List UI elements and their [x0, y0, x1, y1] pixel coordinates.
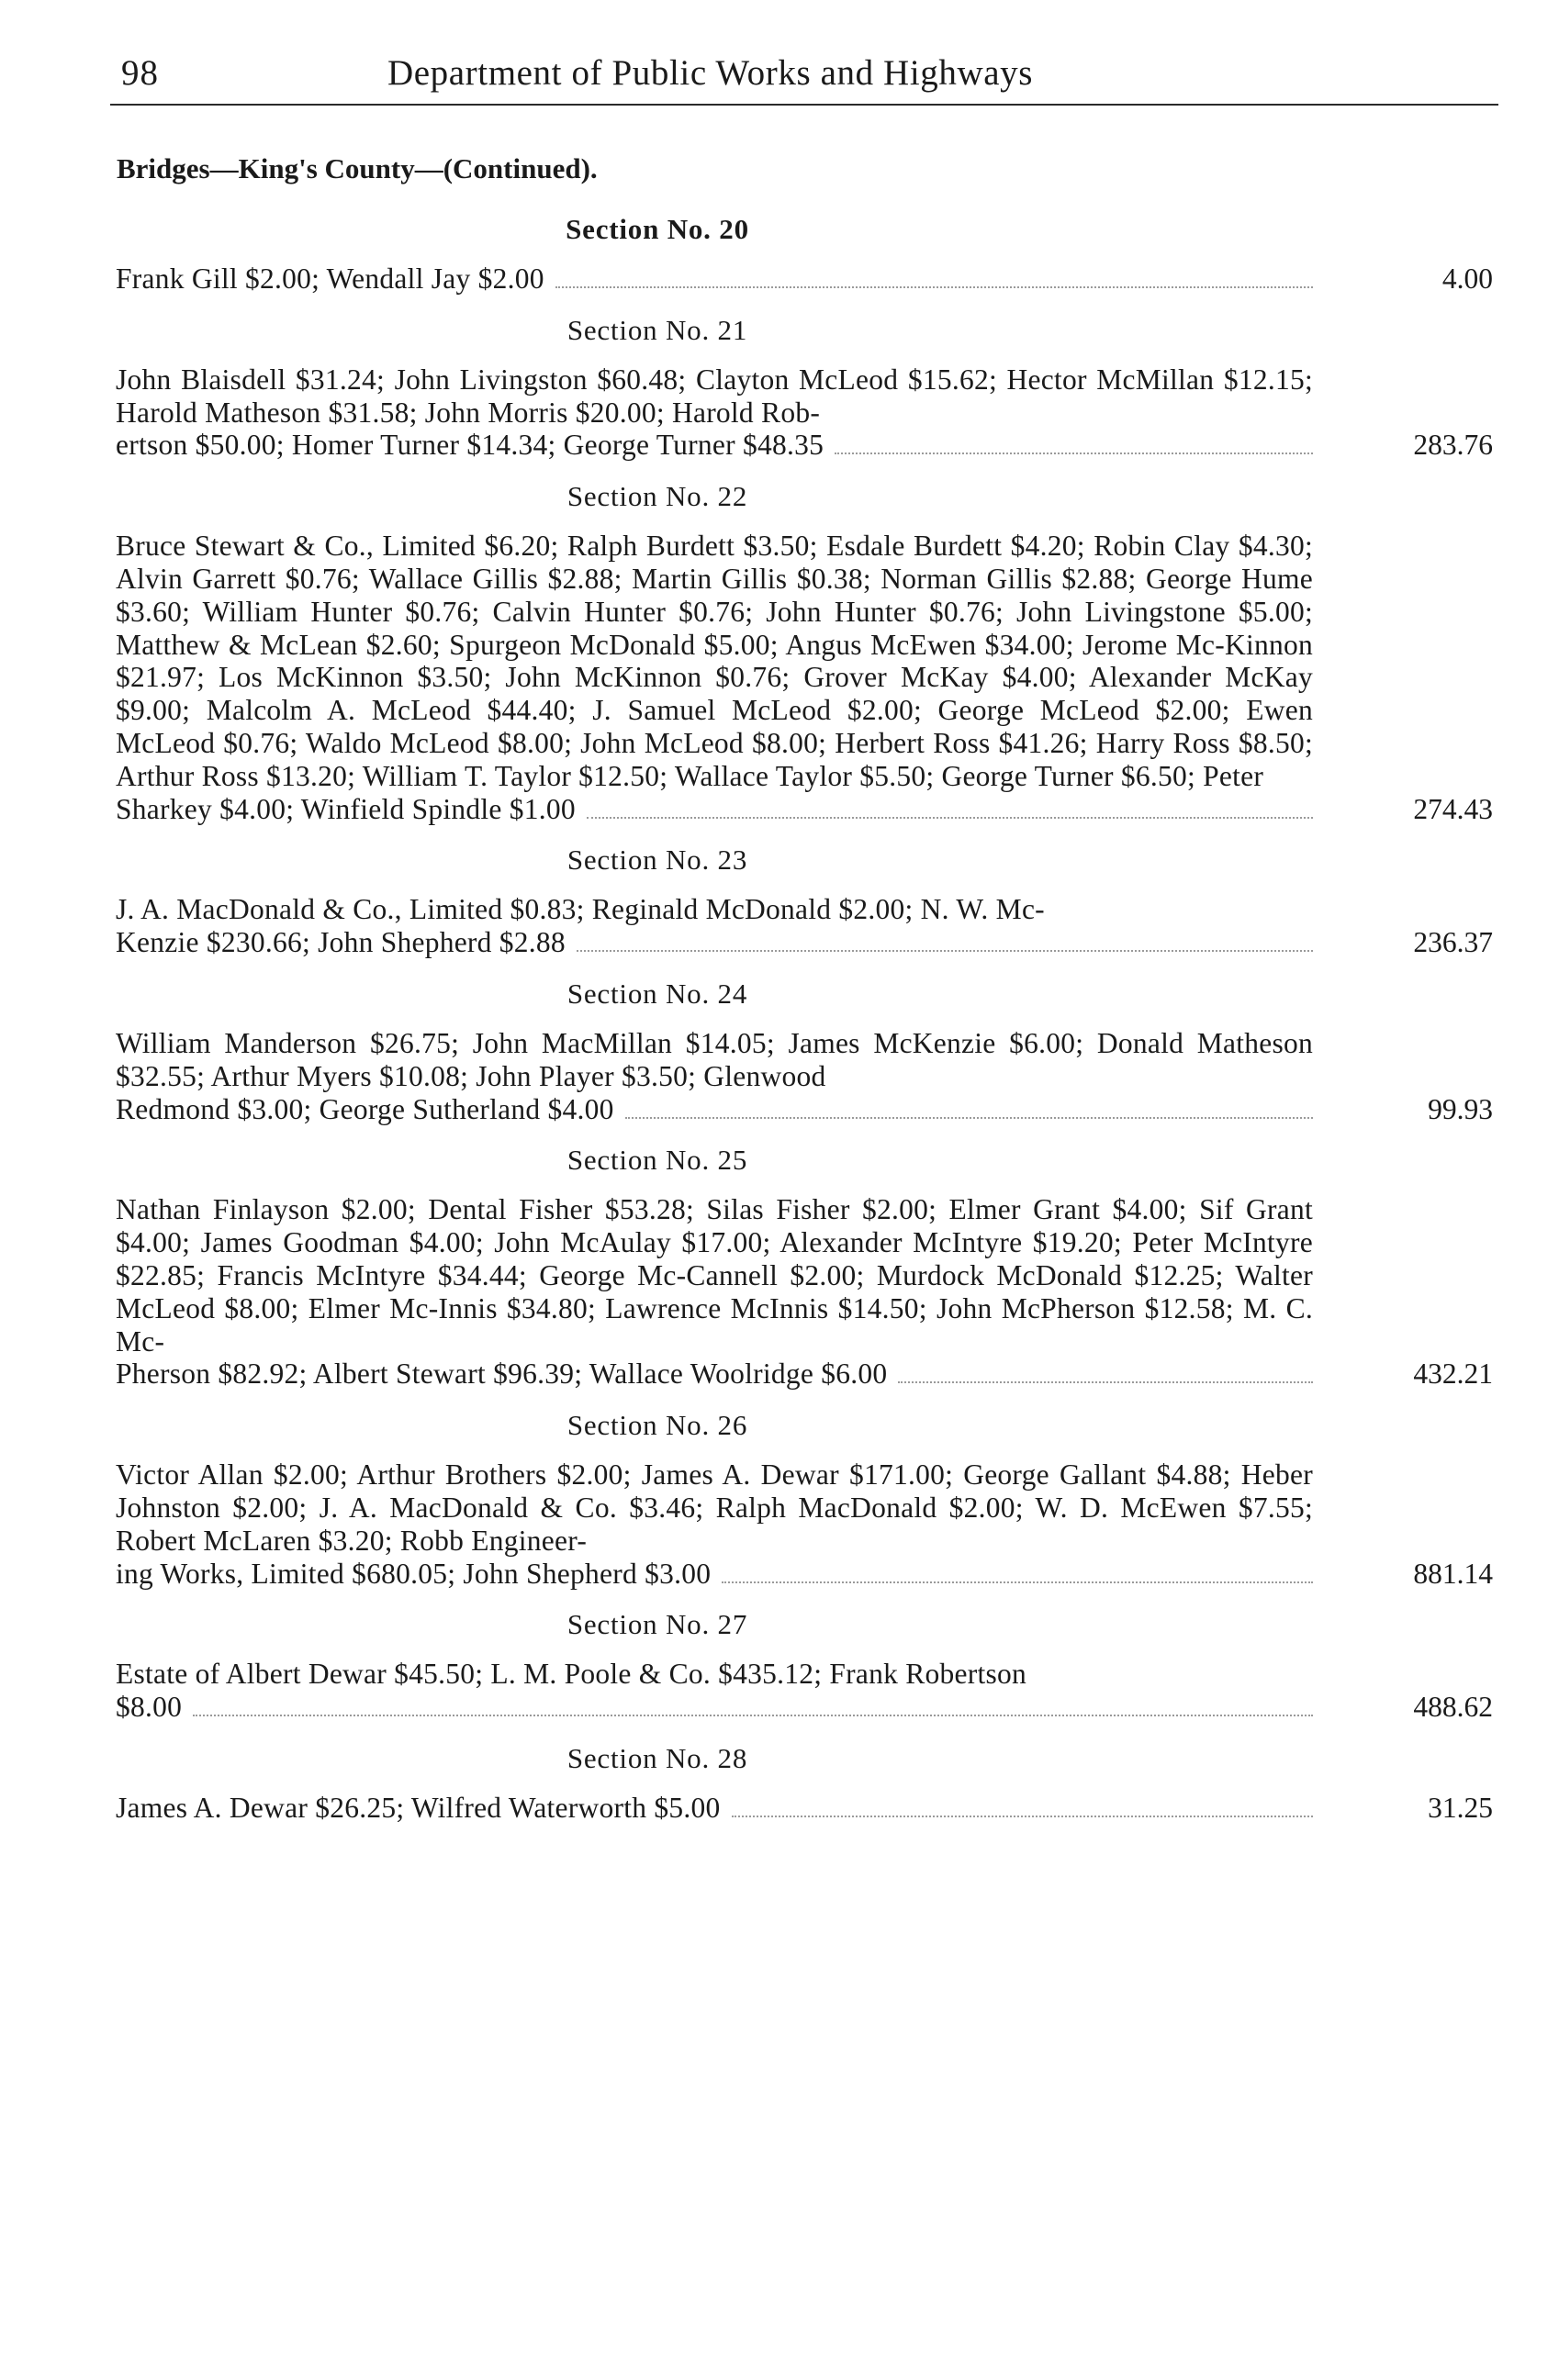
section-total: 432.21 [1413, 1358, 1493, 1391]
entry-last-line-text: ertson $50.00; Homer Turner $14.34; George Turner $48.35 [116, 429, 824, 462]
section-heading: Section No. 24 [566, 977, 748, 1010]
entry-last-line [116, 1558, 1313, 1591]
section-list [116, 196, 1506, 1825]
section-20 [116, 211, 1506, 296]
dot-leader [587, 816, 1313, 819]
section-27 [116, 1606, 1506, 1724]
entry-text [116, 1193, 1313, 1391]
section-heading: Section No. 25 [566, 1144, 748, 1177]
header-rule [110, 104, 1498, 106]
entry-last-line [116, 429, 1313, 462]
entry-last-line-text: ing Works, Limited $680.05; John Shepherd $3.00 [116, 1557, 712, 1590]
dot-leader [732, 1815, 1313, 1817]
entry-body: Victor Allan $2.00; Arthur Brothers $2.00; James A. Dewar $171.00; George Gallant $4.88; Heber Johnston $2.00; J. A. MacDonald & Co. $3.46; Ralph MacDonald $2.00; W. D. McEwen $7.55; Robert McLaren $3.20; Robb Engineer- [116, 1458, 1313, 1557]
page-number: 98 [121, 53, 159, 93]
entry-last-line [116, 263, 1313, 296]
dot-leader [625, 1116, 1313, 1119]
entry-body: Nathan Finlayson $2.00; Dental Fisher $53.28; Silas Fisher $2.00; Elmer Grant $4.00; Sif Grant $4.00; James Goodman $4.00; John McAulay $17.00; Alexander McIntyre $19.20; Peter McIntyre $22.85; Francis McIntyre $34.44; George Mc-Cannell $2.00; Murdock McDonald $12.25; Walter McLeod $8.00; Elmer Mc-Innis $34.80; Lawrence McInnis $14.50; John McPherson $12.58; M. C. Mc- [116, 1193, 1313, 1358]
entry-last-line [116, 1792, 1313, 1825]
entry-body: Bruce Stewart & Co., Limited $6.20; Ralph Burdett $3.50; Esdale Burdett $4.20; Robin Clay $4.30; Alvin Garrett $0.76; Wallace Gillis $2.88; Martin Gillis $0.38; Norman Gillis $2.88; George Hume $3.60; William Hunter $0.76; Calvin Hunter $0.76; John Hunter $0.76; John Livingstone $5.00; Matthew & McLean $2.60; Spurgeon McDonald $5.00; Angus McEwen $34.00; Jerome Mc-Kinnon $21.97; Los McKinnon $3.50; John McKinnon $0.76; Grover McKay $4.00; Alexander McKay $9.00; Malcolm A. McLeod $44.40; J. Samuel McLeod $2.00; George McLeod $2.00; Ewen McLeod $0.76; Waldo McLeod $8.00; John McLeod $8.00; Herbert Ross $41.26; Harry Ross $8.50; Arthur Ross $13.20; William T. Taylor $12.50; Wallace Taylor $5.50; George Turner $6.50; Peter [116, 530, 1313, 792]
section-entry [116, 893, 1506, 959]
section-22 [116, 478, 1506, 825]
section-21 [116, 312, 1506, 462]
entry-last-line-text: Sharkey $4.00; Winfield Spindle $1.00 [116, 792, 576, 825]
section-total: 4.00 [1441, 263, 1493, 295]
dot-leader [722, 1581, 1313, 1583]
entry-text [116, 1027, 1313, 1125]
section-total: 31.25 [1428, 1791, 1493, 1824]
section-entry [116, 1193, 1506, 1391]
section-heading: Section No. 27 [566, 1608, 748, 1641]
entry-body: John Blaisdell $31.24; John Livingston $60.48; Clayton McLeod $15.62; Hector McMillan $12.15; Harold Matheson $31.58; John Morris $20.00; Harold Rob- [116, 363, 1313, 429]
dot-leader [835, 452, 1313, 454]
running-head [121, 48, 1508, 99]
section-28 [116, 1740, 1506, 1825]
section-entry [116, 530, 1506, 825]
section-25 [116, 1142, 1506, 1391]
section-entry [116, 1458, 1506, 1590]
entry-last-line-text: Pherson $82.92; Albert Stewart $96.39; Wallace Woolridge $6.00 [116, 1358, 888, 1391]
entry-last-line-text: Frank Gill $2.00; Wendall Jay $2.00 [116, 263, 544, 295]
running-title: Department of Public Works and Highways [387, 53, 1034, 93]
section-total: 881.14 [1413, 1557, 1493, 1590]
section-heading: Section No. 21 [566, 313, 748, 346]
section-heading: Section No. 20 [566, 213, 749, 245]
entry-last-line-text: James A. Dewar $26.25; Wilfred Waterworth $5.00 [116, 1791, 721, 1824]
entry-last-line [116, 1093, 1313, 1126]
page-subtitle: Bridges—King's County—(Continued). [117, 152, 598, 184]
section-total: 99.93 [1428, 1092, 1493, 1125]
entry-last-line [116, 926, 1313, 959]
dot-leader [898, 1380, 1313, 1383]
section-entry [116, 1792, 1506, 1825]
entry-last-line-text: Redmond $3.00; George Sutherland $4.00 [116, 1092, 614, 1125]
section-entry [116, 263, 1506, 296]
entry-text [116, 363, 1313, 462]
section-total: 274.43 [1413, 792, 1493, 825]
entry-text [116, 893, 1313, 959]
entry-text [116, 1458, 1313, 1590]
entry-body: J. A. MacDonald & Co., Limited $0.83; Reginald McDonald $2.00; N. W. Mc- [116, 893, 1045, 926]
section-26 [116, 1407, 1506, 1590]
section-total: 236.37 [1413, 926, 1493, 959]
entry-text [116, 530, 1313, 825]
section-heading: Section No. 26 [566, 1409, 748, 1442]
section-entry [116, 1027, 1506, 1125]
section-heading: Section No. 23 [566, 844, 748, 877]
entry-last-line [116, 1358, 1313, 1391]
section-total: 488.62 [1413, 1691, 1493, 1724]
section-heading: Section No. 22 [566, 480, 748, 513]
section-entry [116, 363, 1506, 462]
entry-body: Estate of Albert Dewar $45.50; L. M. Poole & Co. $435.12; Frank Robertson [116, 1658, 1027, 1691]
section-23 [116, 842, 1506, 959]
entry-last-line-text: $8.00 [116, 1691, 183, 1724]
section-24 [116, 976, 1506, 1125]
dot-leader [577, 949, 1313, 952]
entry-text [116, 1792, 1313, 1825]
dot-leader [555, 285, 1313, 288]
entry-last-line [116, 1691, 1313, 1724]
entry-last-line [116, 793, 1313, 826]
entry-last-line-text: Kenzie $230.66; John Shepherd $2.88 [116, 926, 566, 959]
entry-body: William Manderson $26.75; John MacMillan $14.05; James McKenzie $6.00; Donald Matheson $32.55; Arthur Myers $10.08; John Player $3.50; Glenwood [116, 1026, 1313, 1092]
section-total: 283.76 [1413, 429, 1493, 462]
dot-leader [193, 1714, 1313, 1716]
entry-text [116, 263, 1313, 296]
section-entry [116, 1658, 1506, 1724]
entry-text [116, 1658, 1313, 1724]
section-heading: Section No. 28 [566, 1741, 748, 1774]
